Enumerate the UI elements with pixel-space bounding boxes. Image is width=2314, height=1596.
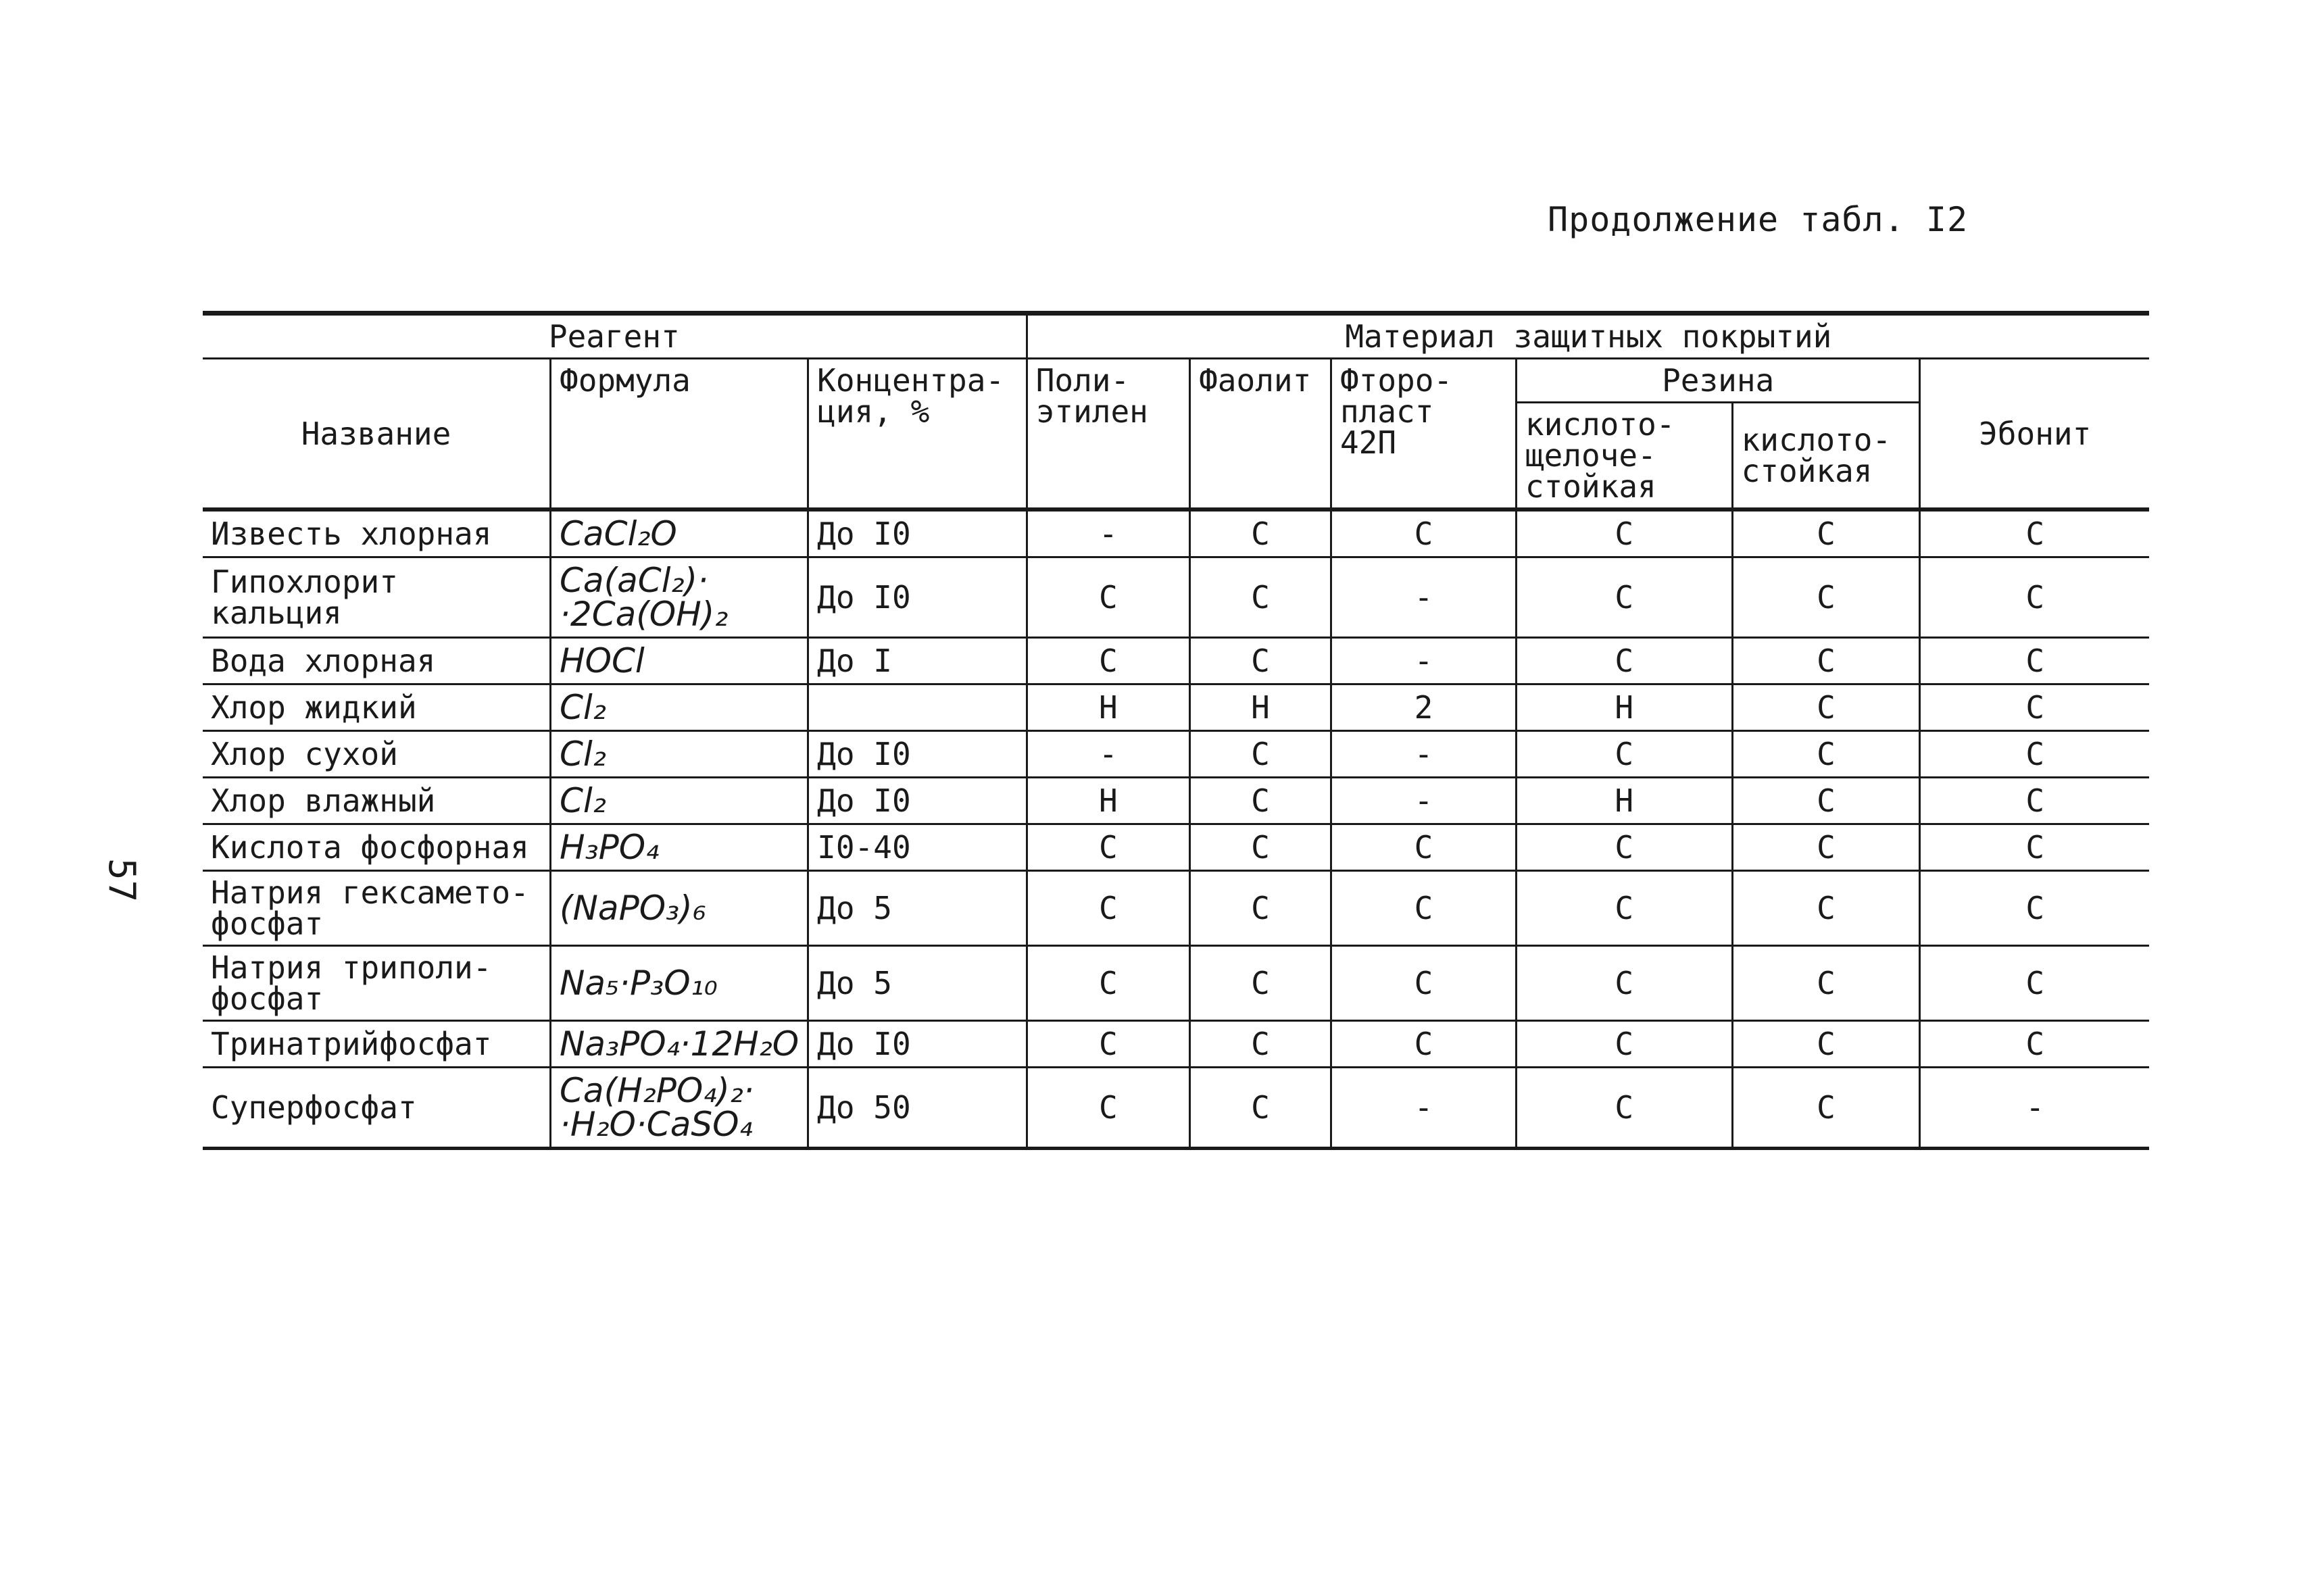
table-row bbox=[203, 684, 2149, 731]
rubber-acid-value: С bbox=[1732, 1068, 1920, 1149]
rubber-acid-value: С bbox=[1732, 824, 1920, 871]
reagent-formula: Na₃PO₄·12H₂O bbox=[551, 1021, 808, 1068]
polyethylene-value: С bbox=[1027, 1021, 1189, 1068]
ftoroplast-value: С bbox=[1331, 871, 1516, 946]
rubber-acid-alkali-header: кислото- щелоче- стойкая bbox=[1516, 403, 1732, 510]
rubber-acid-alkali-value: С bbox=[1516, 946, 1732, 1021]
concentration bbox=[808, 684, 1027, 731]
rubber-acid-alkali-value: С bbox=[1516, 509, 1732, 557]
rubber-acid-alkali-value: С bbox=[1516, 638, 1732, 684]
reagent-name: Суперфосфат bbox=[203, 1068, 551, 1149]
table-row bbox=[203, 1021, 2149, 1068]
faolit-value: С bbox=[1190, 509, 1331, 557]
ebonite-value: С bbox=[1920, 509, 2149, 557]
table-caption: Продолжение табл. I2 bbox=[1548, 200, 1969, 239]
reagent-name: Натрия триполи- фосфат bbox=[203, 946, 551, 1021]
reagent-formula: (NaPO₃)₆ bbox=[551, 871, 808, 946]
table-row bbox=[203, 824, 2149, 871]
polyethylene-value: С bbox=[1027, 638, 1189, 684]
table-row bbox=[203, 778, 2149, 824]
ftoroplast-value: С bbox=[1331, 509, 1516, 557]
faolit-column-header: Фаолит bbox=[1190, 359, 1331, 510]
ebonite-value: С bbox=[1920, 778, 2149, 824]
reagent-name: Тринатрийфосфат bbox=[203, 1021, 551, 1068]
rubber-acid-alkali-value: Н bbox=[1516, 778, 1732, 824]
polyethylene-value: - bbox=[1027, 731, 1189, 778]
rubber-acid-alkali-value: Н bbox=[1516, 684, 1732, 731]
rubber-acid-alkali-value: С bbox=[1516, 731, 1732, 778]
polyethylene-value: С bbox=[1027, 946, 1189, 1021]
polyethylene-value: Н bbox=[1027, 684, 1189, 731]
ebonite-value: С bbox=[1920, 684, 2149, 731]
faolit-value: С bbox=[1190, 638, 1331, 684]
table-row bbox=[203, 731, 2149, 778]
reagent-formula: HOCl bbox=[551, 638, 808, 684]
reagent-name: Хлор сухой bbox=[203, 731, 551, 778]
rubber-acid-alkali-value: С bbox=[1516, 1068, 1732, 1149]
rubber-acid-value: С bbox=[1732, 638, 1920, 684]
ebonite-value: С bbox=[1920, 557, 2149, 638]
table-row bbox=[203, 946, 2149, 1021]
faolit-value: С bbox=[1190, 824, 1331, 871]
concentration-column-header: Концентра- ция, % bbox=[808, 359, 1027, 510]
material-group-header: Материал защитных покрытий bbox=[1027, 314, 2149, 359]
rubber-acid-alkali-value: С bbox=[1516, 557, 1732, 638]
rubber-group-header: Резина bbox=[1516, 359, 1920, 403]
polyethylene-value: С bbox=[1027, 1068, 1189, 1149]
concentration: До I0 bbox=[808, 731, 1027, 778]
ftoroplast-value: - bbox=[1331, 1068, 1516, 1149]
rubber-acid-value: С bbox=[1732, 509, 1920, 557]
ebonite-value: С bbox=[1920, 946, 2149, 1021]
faolit-value: С bbox=[1190, 946, 1331, 1021]
concentration: До 50 bbox=[808, 1068, 1027, 1149]
formula-column-header: Формула bbox=[551, 359, 808, 510]
ftoroplast-value: - bbox=[1331, 638, 1516, 684]
polyethylene-value: С bbox=[1027, 824, 1189, 871]
ebonite-value: С bbox=[1920, 731, 2149, 778]
concentration: До I0 bbox=[808, 778, 1027, 824]
reagent-group-header: Реагент bbox=[203, 314, 1027, 359]
ebonite-value: - bbox=[1920, 1068, 2149, 1149]
polyethylene-value: С bbox=[1027, 557, 1189, 638]
name-column-header: Название bbox=[203, 359, 551, 510]
rubber-acid-value: С bbox=[1732, 1021, 1920, 1068]
reagent-name: Натрия гексамето- фосфат bbox=[203, 871, 551, 946]
polyethylene-value: - bbox=[1027, 509, 1189, 557]
rubber-acid-header: кислото- стойкая bbox=[1732, 403, 1920, 510]
faolit-value: С bbox=[1190, 1068, 1331, 1149]
ftoroplast-value: С bbox=[1331, 824, 1516, 871]
concentration: До I0 bbox=[808, 509, 1027, 557]
ftoroplast-value: С bbox=[1331, 946, 1516, 1021]
polyethylene-value: Н bbox=[1027, 778, 1189, 824]
reagent-formula: CaCl₂O bbox=[551, 509, 808, 557]
ebonite-value: С bbox=[1920, 638, 2149, 684]
ftoroplast-value: - bbox=[1331, 557, 1516, 638]
ebonite-value: С bbox=[1920, 871, 2149, 946]
faolit-value: С bbox=[1190, 871, 1331, 946]
ebonite-value: С bbox=[1920, 824, 2149, 871]
concentration: До I0 bbox=[808, 1021, 1027, 1068]
rubber-acid-alkali-value: С bbox=[1516, 824, 1732, 871]
concentration: До 5 bbox=[808, 871, 1027, 946]
table-row bbox=[203, 871, 2149, 946]
ebonite-value: С bbox=[1920, 1021, 2149, 1068]
faolit-value: С bbox=[1190, 731, 1331, 778]
reagent-name: Хлор влажный bbox=[203, 778, 551, 824]
rubber-acid-value: С bbox=[1732, 871, 1920, 946]
rubber-acid-value: С bbox=[1732, 731, 1920, 778]
faolit-value: С bbox=[1190, 1021, 1331, 1068]
concentration: I0-40 bbox=[808, 824, 1027, 871]
ftoroplast-column-header: Фторо- пласт 42П bbox=[1331, 359, 1516, 510]
reagent-table bbox=[203, 311, 2149, 1150]
ftoroplast-value: - bbox=[1331, 778, 1516, 824]
concentration: До 5 bbox=[808, 946, 1027, 1021]
rubber-acid-value: С bbox=[1732, 946, 1920, 1021]
reagent-name: Вода хлорная bbox=[203, 638, 551, 684]
table-row bbox=[203, 509, 2149, 557]
ftoroplast-value: С bbox=[1331, 1021, 1516, 1068]
reagent-name: Гипохлорит кальция bbox=[203, 557, 551, 638]
table-row bbox=[203, 557, 2149, 638]
reagent-name: Хлор жидкий bbox=[203, 684, 551, 731]
polyethylene-column-header: Поли- этилен bbox=[1027, 359, 1189, 510]
reagent-formula: Cl₂ bbox=[551, 731, 808, 778]
ftoroplast-value: 2 bbox=[1331, 684, 1516, 731]
table-row bbox=[203, 638, 2149, 684]
faolit-value: С bbox=[1190, 557, 1331, 638]
reagent-formula: Ca(H₂PO₄)₂· ·H₂O·CaSO₄ bbox=[551, 1068, 808, 1149]
reagent-formula: Cl₂ bbox=[551, 684, 808, 731]
reagent-formula: Na₅·P₃O₁₀ bbox=[551, 946, 808, 1021]
reagent-name: Известь хлорная bbox=[203, 509, 551, 557]
rubber-acid-alkali-value: С bbox=[1516, 871, 1732, 946]
faolit-value: С bbox=[1190, 778, 1331, 824]
reagent-formula: H₃PO₄ bbox=[551, 824, 808, 871]
rubber-acid-value: С bbox=[1732, 778, 1920, 824]
reagent-name: Кислота фосфорная bbox=[203, 824, 551, 871]
reagent-formula: Ca(aCl₂)· ·2Ca(OH)₂ bbox=[551, 557, 808, 638]
rubber-acid-value: С bbox=[1732, 684, 1920, 731]
rubber-acid-alkali-value: С bbox=[1516, 1021, 1732, 1068]
reagent-formula: Cl₂ bbox=[551, 778, 808, 824]
concentration: До I0 bbox=[808, 557, 1027, 638]
page-number: 57 bbox=[101, 858, 143, 903]
table-row bbox=[203, 1068, 2149, 1149]
ftoroplast-value: - bbox=[1331, 731, 1516, 778]
faolit-value: Н bbox=[1190, 684, 1331, 731]
ebonite-column-header: Эбонит bbox=[1920, 359, 2149, 510]
polyethylene-value: С bbox=[1027, 871, 1189, 946]
rubber-acid-value: С bbox=[1732, 557, 1920, 638]
concentration: До I bbox=[808, 638, 1027, 684]
